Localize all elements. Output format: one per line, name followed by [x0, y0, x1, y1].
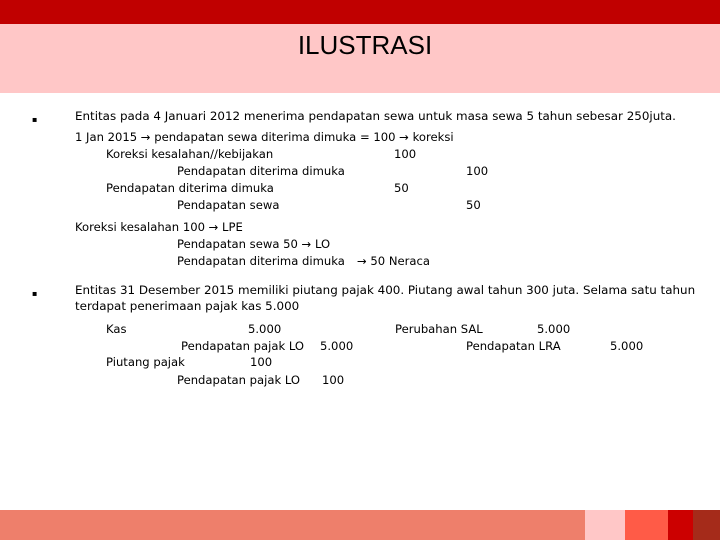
journal2-credit-lra: 5.000 [610, 339, 644, 353]
bullet-2-line2: terdapat penerimaan pajak kas 5.000 [75, 299, 300, 313]
journal2-account-lra: Pendapatan LRA [466, 339, 561, 353]
correction-line1: Koreksi kesalahan 100 → LPE [75, 220, 243, 234]
bullet-marker: ▪ [32, 115, 38, 124]
journal2-credit-pendapatan-lo-2: 100 [322, 373, 345, 387]
footer-strip-coral [625, 510, 668, 540]
journal2-debit-piutang: 100 [250, 355, 273, 369]
footer-strip-red [668, 510, 693, 540]
footer-strip-pink [585, 510, 625, 540]
bullet-2-line1: Entitas 31 Desember 2015 memiliki piutang pajak 400. Piutang awal tahun 300 juta. Selama satu tahun [75, 283, 696, 297]
journal2-debit-sal: 5.000 [537, 322, 571, 336]
header-top-bar [0, 0, 720, 24]
journal1-credit-pendapatan-sewa: 50 [466, 198, 481, 212]
footer-strip-brown [693, 510, 720, 540]
journal2-debit-kas: 5.000 [248, 322, 282, 336]
journal1-line1: 1 Jan 2015 → pendapatan sewa diterima dimuka = 100 → koreksi [75, 130, 454, 144]
correction-line3-neraca: → 50 Neraca [357, 254, 430, 268]
journal1-account-pendapatan-sewa: Pendapatan sewa [177, 198, 280, 212]
correction-line3: Pendapatan diterima dimuka [177, 254, 345, 268]
journal2-account-kas: Kas [106, 322, 127, 336]
journal1-account-koreksi: Koreksi kesalahan//kebijakan [106, 147, 274, 161]
correction-line2: Pendapatan sewa 50 → LO [177, 237, 331, 251]
journal1-debit-koreksi: 100 [394, 147, 417, 161]
journal1-debit-pendapatan-dimuka-2: 50 [394, 181, 409, 195]
bullet-marker: ▪ [32, 289, 38, 298]
journal1-account-pendapatan-dimuka: Pendapatan diterima dimuka [177, 164, 345, 178]
journal2-credit-pendapatan-lo: 5.000 [320, 339, 354, 353]
journal2-account-pendapatan-lo: Pendapatan pajak LO [181, 339, 305, 353]
journal2-account-piutang: Piutang pajak [106, 355, 185, 369]
journal2-account-sal: Perubahan SAL [395, 322, 483, 336]
journal2-account-pendapatan-lo-2: Pendapatan pajak LO [177, 373, 301, 387]
bullet-1-text: Entitas pada 4 Januari 2012 menerima pendapatan sewa untuk masa sewa 5 tahun sebesar 250juta. [75, 109, 676, 123]
footer-strip-salmon [0, 510, 585, 540]
journal1-credit-pendapatan-dimuka: 100 [466, 164, 489, 178]
slide-title: ILUSTRASI [297, 30, 433, 60]
journal1-account-pendapatan-dimuka-2: Pendapatan diterima dimuka [106, 181, 274, 195]
